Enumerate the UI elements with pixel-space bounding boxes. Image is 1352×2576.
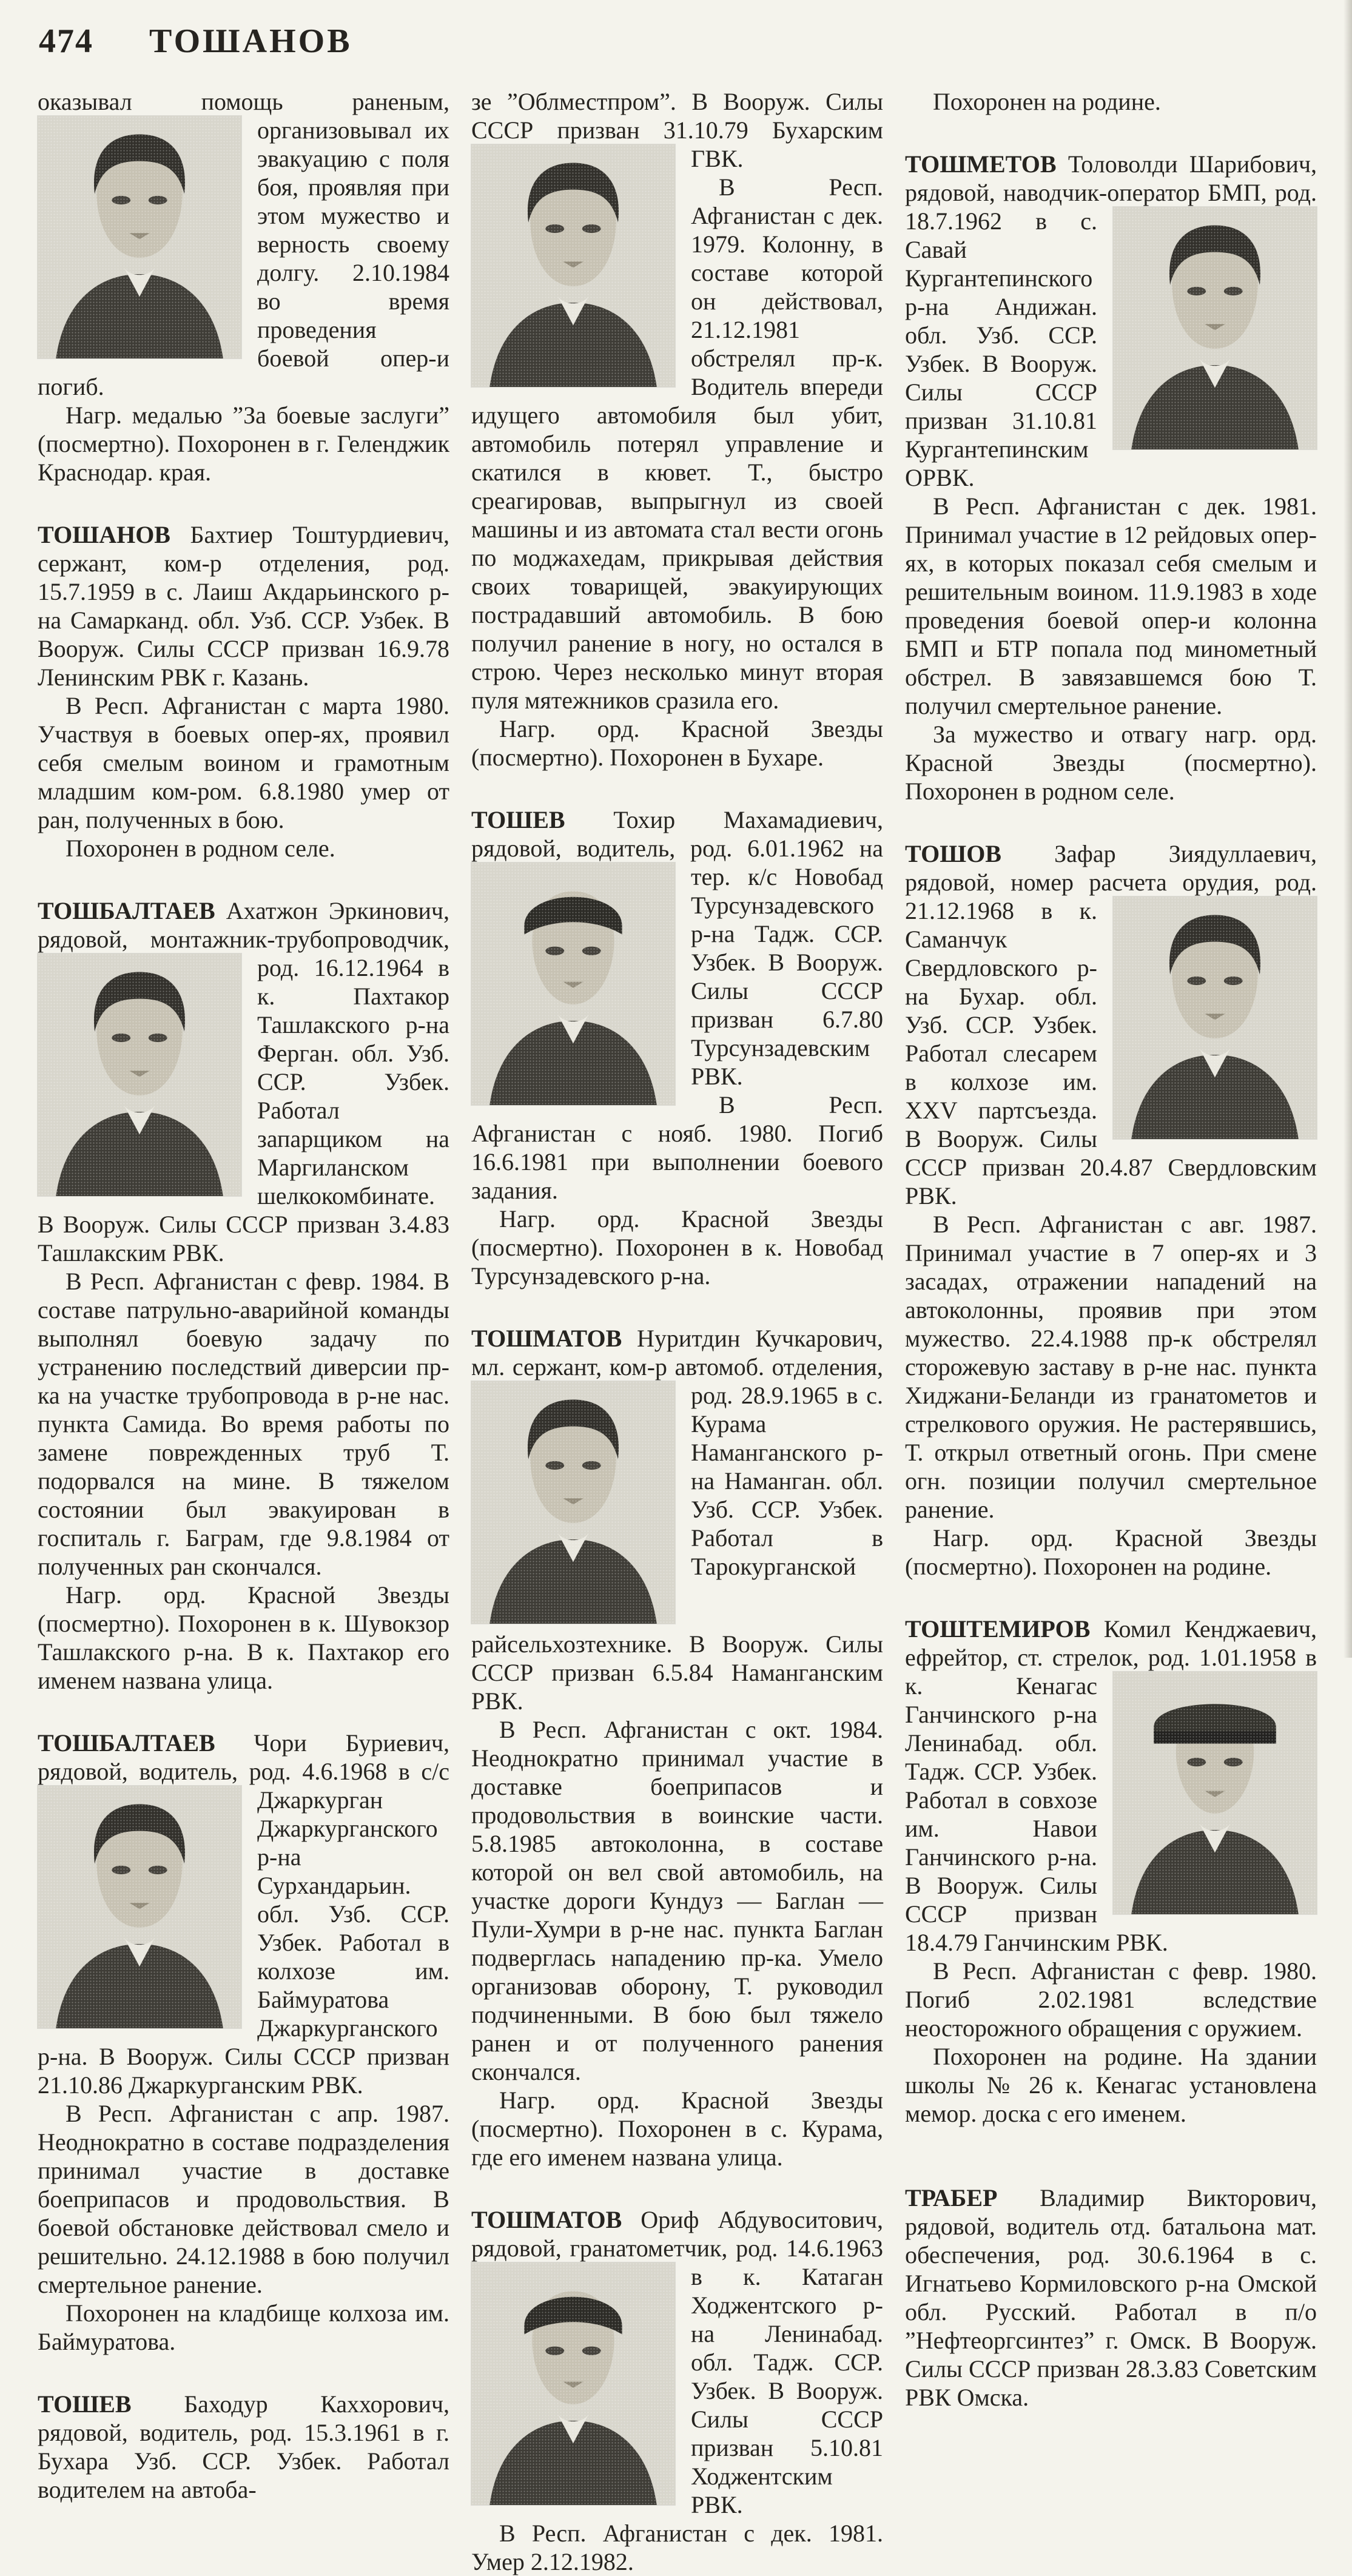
entry-name: ТОШОВ — [905, 840, 1001, 867]
entry-paragraph: ТОШБАЛТАЕВ Ахатжон Эркинович, рядовой, монтажник-трубопроводчик, род. 16.12.1964 в к. Пахтакор Ташлакского р-на Ферган. обл. Узб. ССР. Узбек. Работал запарщиком на Маргиланском шелкокомбинате. В Вооруж. Силы СССР призван 3.4.83 Ташлакским РВК. — [38, 897, 450, 1266]
entry-paragraph: ТРАБЕР Владимир Викторович, рядовой, водитель отд. батальона мат. обеспечения, род. 30.6.1964 в с. Игнатьево Кормиловского р-на Омской обл. Русский. Работал в п/о ”Нефтеоргсинтез” г. Омск. В Вооруж. Силы СССР призван 28.3.83 Советским РВК Омска. — [905, 2184, 1317, 2411]
entry-name: ТОШМАТОВ — [471, 2206, 622, 2233]
entry-paragraph: В Респ. Афганистан с апр. 1987. Неоднократно в составе подразделения принимал участие в доставке боеприпасов и продовольствия. В боевой обстановке действовал смело и решительно. 24.12.1988 в бою получил смертельное ранение. — [38, 2100, 449, 2298]
entry-paragraph: ТОШМАТОВ Ориф Абдувоситович, рядовой, гранатометчик, род. 14.6.1963 в к. Катаган Ходжентского р-на Ленинабад. обл. Тадж. ССР. Узбек. В Вооруж. Силы СССР призван 5.10.81 Ходжентским РВК. — [471, 2206, 884, 2518]
entry-name: ТОШМЕТОВ — [905, 150, 1057, 178]
column-2 — [471, 87, 883, 2576]
entry-toshmatov-o — [471, 2205, 883, 2576]
entry-paragraph: В Респ. Афганистан с февр. 1980. Погиб 2.02.1981 вследствие неосторожного обращения с оружием. — [905, 1957, 1317, 2042]
entry-toshmatov-n — [471, 1324, 883, 2171]
entry-paragraph: За мужество и отвагу нагр. орд. Красной Звезды (посмертно). Похоронен в родном селе. — [905, 721, 1317, 805]
entry-continuation-toshanov — [38, 87, 449, 486]
column-1 — [38, 87, 449, 2576]
entry-paragraph: ТОШМАТОВ Нуритдин Кучкарович, мл. сержант, ком-р автомоб. отделения, род. 28.9.1965 в с. Курама Наманганского р-на Наманган. обл. Узб. ССР. Узбек. Работал в Тарокурганской райсельхозтехнике. В Вооруж. Силы СССР призван 6.5.84 Наманганским РВК. — [471, 1325, 883, 1715]
entry-paragraph: ТОШТЕМИРОВ Комил Кенджаевич, ефрейтор, ст. стрелок, род. 1.01.1958 в к. Кенагас Ганчинского р-на Ленинабад. обл. Тадж. ССР. Узбек. Работал в совхозе им. Навои Ганчинского р-на. В Вооруж. Силы СССР призван 18.4.79 Ганчинским РВК. — [905, 1615, 1317, 1956]
entry-paragraph: Нагр. орд. Красной Звезды (посмертно). Похоронен в Бухаре. — [471, 715, 883, 771]
entry-paragraph: ТОШМЕТОВ Толоволди Шарибович, рядовой, наводчик-оператор БМП, род. 18.7.1962 в с. Савай Кургантепинского р-на Андижан. обл. Узб. ССР. Узбек. В Вооруж. Силы СССР призван 31.10.81 Кургантепинским ОРВК. — [905, 150, 1317, 491]
entry-paragraph: Нагр. орд. Красной Звезды (посмертно). Похоронен в к. Новобад Турсунзадевского р-на. — [471, 1205, 883, 1290]
entry-paragraph: оказывал помощь раненым, организовывал их эвакуацию с поля боя, проявляя при этом мужество и верность своему долгу. 2.10.1984 во время проведения боевой опер-и погиб. — [38, 88, 449, 400]
entry-toshbaltaev-ch — [38, 1729, 449, 2356]
entry-paragraph: Похоронен в родном селе. — [66, 835, 335, 862]
entry-paragraph: Похоронен на родине. На здании школы № 26 к. Кенагас установлена мемор. доска с его именем. — [905, 2043, 1317, 2127]
entry-name: ТОШТЕМИРОВ — [905, 1615, 1091, 1643]
entry-toshmetov — [905, 150, 1317, 805]
entry-toshev-t — [471, 805, 883, 1290]
entry-paragraph: Нагр. орд. Красной Звезды (посмертно). Похоронен в к. Шувокзор Ташлакского р-на. В к. Пахтакор его именем названа улица. — [38, 1581, 449, 1694]
entry-name: ТОШМАТОВ — [471, 1325, 622, 1352]
entry-name: ТОШЕВ — [471, 806, 565, 833]
entry-toshtemirov — [905, 1615, 1317, 2128]
entry-name: ТОШБАЛТАЕВ — [38, 1729, 215, 1757]
entry-paragraph: ТОШАНОВ Бахтиер Тоштурдиевич, сержант, ком-р отделения, род. 15.7.1959 в с. Лаиш Акдарьинского р-на Самарканд. обл. Узб. ССР. Узбек. В Вооруж. Силы СССР призван 16.9.78 Ленинским РВК г. Казань. — [38, 521, 449, 691]
entry-traber — [905, 2184, 1317, 2412]
entry-paragraph: В Респ. Афганистан с дек. 1981. Принимал участие в 12 рейдовых опер-ях, в которых показал себя смелым и решительным воином. 11.9.1983 в ходе проведения боевой опер-и колонна БМП и БТР попала под минометный обстрел. В завязавшемся бою Т. получил смертельное ранение. — [905, 493, 1317, 719]
entry-name: ТОШАНОВ — [38, 521, 170, 548]
entry-paragraph: Нагр. орд. Красной Звезды (посмертно). Похоронен в с. Курама, где его именем названа улица. — [471, 2087, 883, 2171]
entry-paragraph: В Респ. Афганистан с февр. 1984. В составе патрульно-аварийной команды выполнял боевую задачу по устранению последствий диверсии пр-ка на участке трубопровода в р-не нас. пункта Самида. Во время работы по замене поврежденных труб Т. подорвался на мине. В тяжелом состоянии был эвакуирован в госпиталь г. Баграм, где 9.8.1984 от полученных ран скончался. — [38, 1268, 449, 1580]
entry-toshanov — [38, 520, 449, 863]
entry-paragraph: ТОШЕВ Тохир Махамадиевич, рядовой, водитель, род. 6.01.1962 на тер. к/с Новобад Турсунзадевского р-на Тадж. ССР. Узбек. В Вооруж. Силы СССР призван 6.7.80 Турсунзадевским РВК. — [471, 806, 883, 1090]
entry-paragraph: Нагр. орд. Красной Звезды (посмертно). Похоронен на родине. — [905, 1524, 1317, 1580]
entry-paragraph: зе ”Облместпром”. В Вооруж. Силы СССР призван 31.10.79 Бухарским ГВК. — [471, 88, 883, 172]
entry-toshbaltaev-a — [38, 896, 449, 1695]
entry-paragraph: Нагр. медалью ”За боевые заслуги” (посмертно). Похоронен в г. Геленджик Краснодар. края. — [38, 402, 449, 486]
entry-name: ТРАБЕР — [905, 2184, 998, 2211]
portrait-photo — [38, 87, 241, 358]
entry-paragraph: ТОШБАЛТАЕВ Чори Буриевич, рядовой, водитель, род. 4.6.1968 в с/с Джаркурган Джаркурганского р-на Сурхандарьин. обл. Узб. ССР. Узбек. Работал в колхозе им. Баймуратова Джаркурганского р-на. В Вооруж. Силы СССР призван 21.10.86 Джаркурганским РВК. — [38, 1729, 449, 2099]
entry-paragraph: ТОШОВ Зафар Зиядуллаевич, рядовой, номер расчета орудия, род. 21.12.1968 в к. Саманчук Свердловского р-на Бухар. обл. Узб. ССР. Узбек. Работал слесарем в колхозе им. XXV партсъезда. В Вооруж. Силы СССР призван 20.4.87 Свердловским РВК. — [905, 840, 1317, 1209]
entry-continuation-burial — [905, 87, 1317, 116]
entry-paragraph: В Респ. Афганистан с окт. 1984. Неоднократно принимал участие в доставке боеприпасов и продовольствия в воинские части. 5.8.1985 автоколонна, в составе которой он вел свой автомобиль, на участке дороги Кундуз — Баглан — Пули-Хумри в р-не нас. пункта Баглан подверглась нападению пр-ка. Умело организовав оборону, Т. руководил подчиненными. В бою был тяжело ранен и от полученного ранения скончался. — [471, 1716, 883, 2085]
entry-paragraph: ТОШЕВ Баходур Каххорович, рядовой, водитель, род. 15.3.1961 в г. Бухара Узб. ССР. Узбек. Работал водителем на автоба- — [38, 2390, 449, 2503]
entry-toshov — [905, 839, 1317, 1581]
entry-paragraph: В Респ. Афганистан с марта 1980. Участвуя в боевых опер-ях, проявил себя смелым воином и грамотным младшим ком-ром. 6.8.1980 умер от ран, полученных в бою. — [38, 692, 449, 833]
column-3 — [905, 87, 1317, 2576]
entry-name: ТОШБАЛТАЕВ — [38, 897, 215, 924]
entry-paragraph: В Респ. Афганистан с авг. 1987. Принимал участие в 7 опер-ях и 3 засадах, отражении нападений на автоколонны, проявив при этом мужество. 22.4.1988 пр-к обстрелял сторожевую заставу в р-не нас. пункта Хиджани-Беланди из гранатометов и стрелкового оружия. Не растерявшись, Т. открыл ответный огонь. При смене огн. позиции получил смертельное ранение. — [905, 1211, 1317, 1523]
entry-toshev-b — [38, 2390, 449, 2504]
entry-paragraph: В Респ. Афганистан с дек. 1979. Колонну, в составе которой он действовал, 21.12.1981 обстрелял пр-к. Водитель впереди идущего автомобиля был убит, автомобиль потерял управление и скатился в кювет. Т., быстро среагировав, выпрыгнул из своей машины и из автомата стал вести огонь по моджахедам, прикрывая действия своих товарищей, эвакуирующих пострадавший автомобиль. В бою получил ранение в ногу, но остался в строю. Через несколько минут вторая пуля мятежников сразила его. — [471, 173, 883, 714]
entry-continuation-toshev-b — [471, 87, 883, 772]
page-number: 474 — [39, 22, 93, 60]
entry-paragraph: В Респ. Афганистан с нояб. 1980. Погиб 16.6.1981 при выполнении боевого задания. — [471, 1091, 883, 1204]
entry-name: ТОШЕВ — [38, 2390, 132, 2418]
entry-paragraph: В Респ. Афганистан с дек. 1981. Умер 2.12.1982. — [471, 2520, 883, 2575]
entry-paragraph: Похоронен на родине. — [933, 88, 1161, 115]
page-header — [39, 22, 1317, 61]
scan-edge-artifact — [1344, 0, 1352, 1658]
columns — [38, 87, 1317, 2576]
header-title: ТОШАНОВ — [149, 22, 352, 60]
entry-paragraph: Похоронен на кладбище колхоза им. Баймуратова. — [38, 2299, 449, 2355]
